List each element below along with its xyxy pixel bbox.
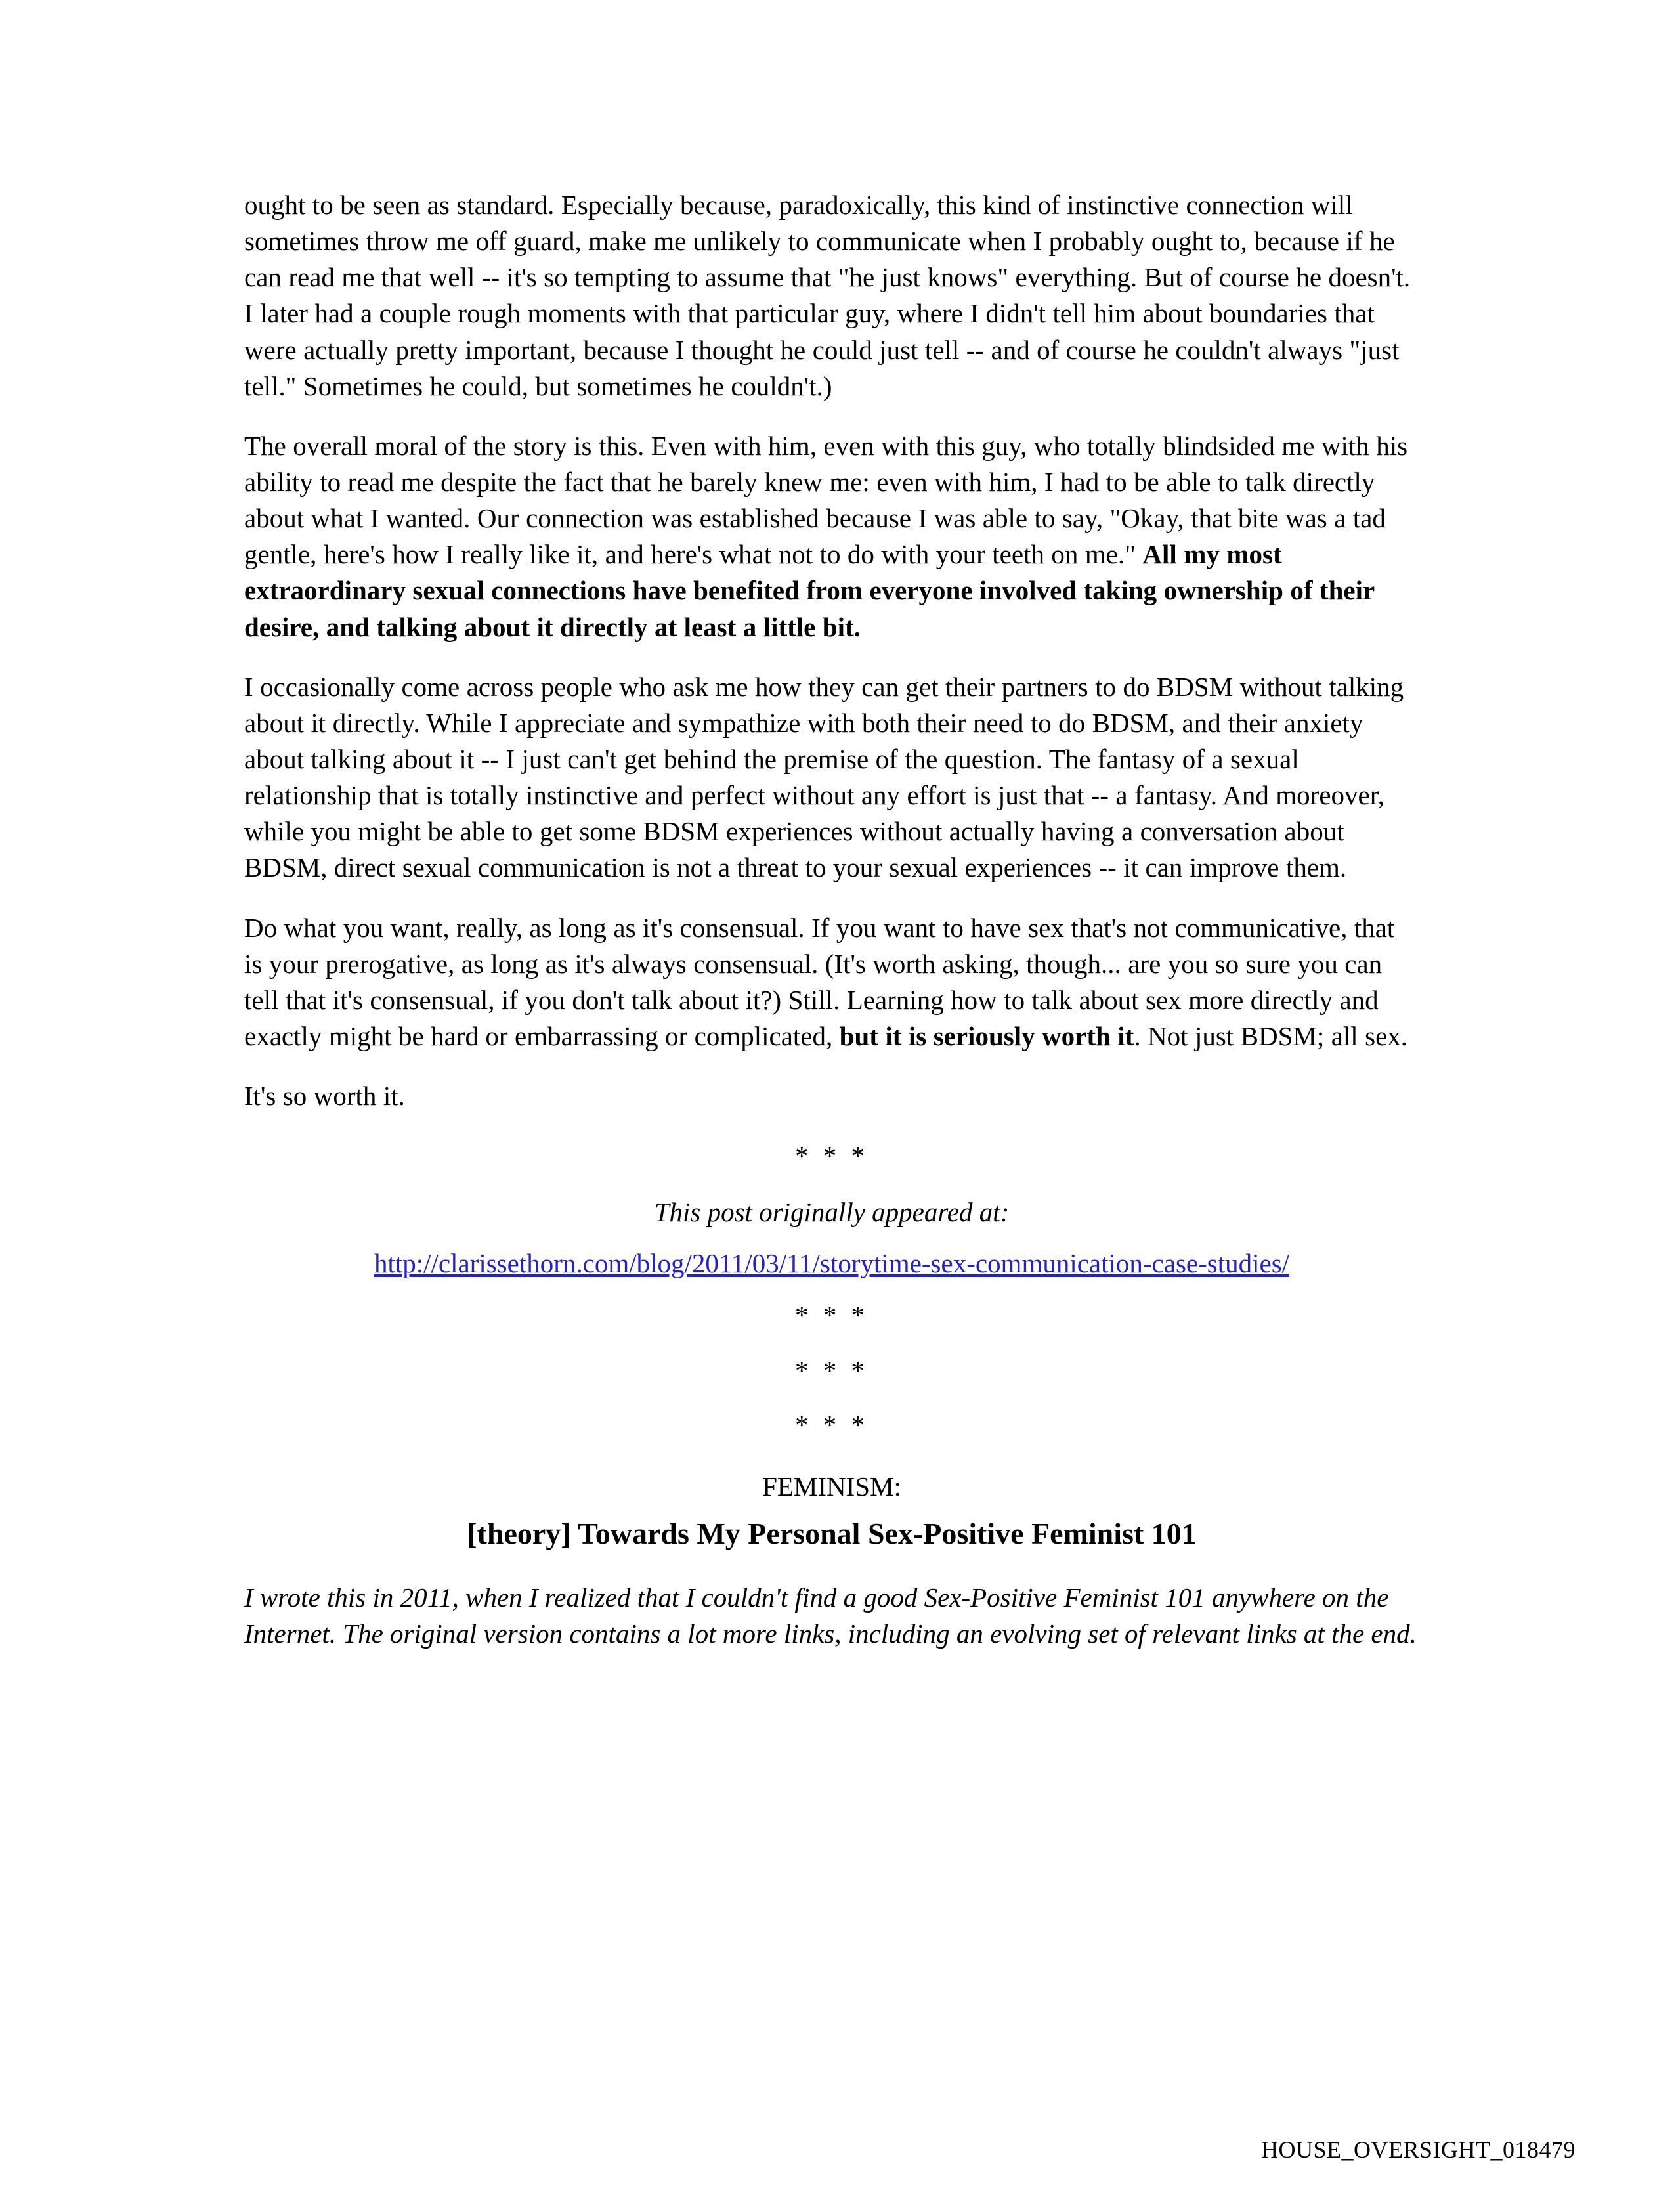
paragraph-3: I occasionally come across people who ask me how they can get their partners to do BDSM without talking about it directly. While I appreciate and sympathize with both their need to do BDSM, and their anxiety about talking about it -- I just can't get behind the premise of the question. The fantasy of a sexual relationship that is totally instinctive and perfect without any effort is just that -- a fantasy. And moreover, while you might be able to get some BDSM experiences without actually having a conversation about BDSM, direct sexual communication is not a threat to your sexual experiences -- it can improve them. (244, 671, 1404, 883)
paragraph-5: It's so worth it. (244, 1081, 405, 1112)
bates-stamp: HOUSE_OVERSIGHT_018479 (1261, 2136, 1576, 2163)
article-intro: I wrote this in 2011, when I realized that I couldn't find a good Sex-Positive Feminist 101 anywhere on the Internet. The original version contains a lot more links, including an evolving set of relevant links at the end. (244, 1582, 1417, 1649)
section-separator-3: * * * (795, 1355, 869, 1385)
paragraph-1: ought to be seen as standard. Especially because, paradoxically, this kind of instinctive connection will sometimes throw me off guard, make me unlikely to communicate when I probably ought to, because if he can read me that well -- it's so tempting to assume that "he just knows" everything. But of course he doesn't. I later had a couple rough moments with that particular guy, where I didn't tell him about boundaries that were actually pretty important, because I thought he could just tell -- and of course he couldn't always "just tell." Sometimes he could, but sometimes he couldn't.) (244, 190, 1411, 401)
paragraph-2 (244, 428, 1419, 645)
article-title: [theory] Towards My Personal Sex-Positive Feminist 101 (467, 1516, 1197, 1550)
paragraph-4-part1: Do what you want, really, as long as it's consensual. If you want to have sex that's not communicative, that is your prerogative, as long as it's always consensual. (It's worth asking, though... are you so sure you can tell that it's consensual, if you don't talk about it?) Still. Learning how to talk about sex more directly and exactly might be hard or embarrassing or complicated, (244, 912, 1395, 1051)
paragraph-4 (244, 910, 1419, 1055)
paragraph-4-part2: . Not just BDSM; all sex. (1134, 1020, 1408, 1051)
paragraph-2-bold-tail: All my most extraordinary sexual connections have benefited from everyone involved taking ownership of their desire, and talking about it directly at least a little bit. (244, 539, 1375, 642)
paragraph-2-text: The overall moral of the story is this. Even with him, even with this guy, who totally blindsided me with his ability to read me despite the fact that he barely knew me: even with him, I had to be able to talk directly about what I wanted. Our connection was established because I was able to say, "Okay, that bite was a tad gentle, here's how I really like it, and here's what not to do with your teeth on me." (244, 430, 1408, 570)
section-separator-4: * * * (795, 1409, 869, 1440)
section-label-feminism: FEMINISM: (762, 1471, 901, 1502)
source-link-line (244, 1247, 1419, 1279)
source-url-link[interactable]: http://clarissethorn.com/blog/2011/03/11/storytime-sex-communication-case-studies/ (374, 1248, 1290, 1279)
section-separator-1: * * * (795, 1140, 869, 1171)
document-body (244, 187, 1419, 1652)
paragraph-4-bold: but it is seriously worth it (839, 1020, 1134, 1051)
originally-appeared-label: This post originally appeared at: (654, 1197, 1010, 1228)
section-separator-2: * * * (795, 1300, 869, 1331)
